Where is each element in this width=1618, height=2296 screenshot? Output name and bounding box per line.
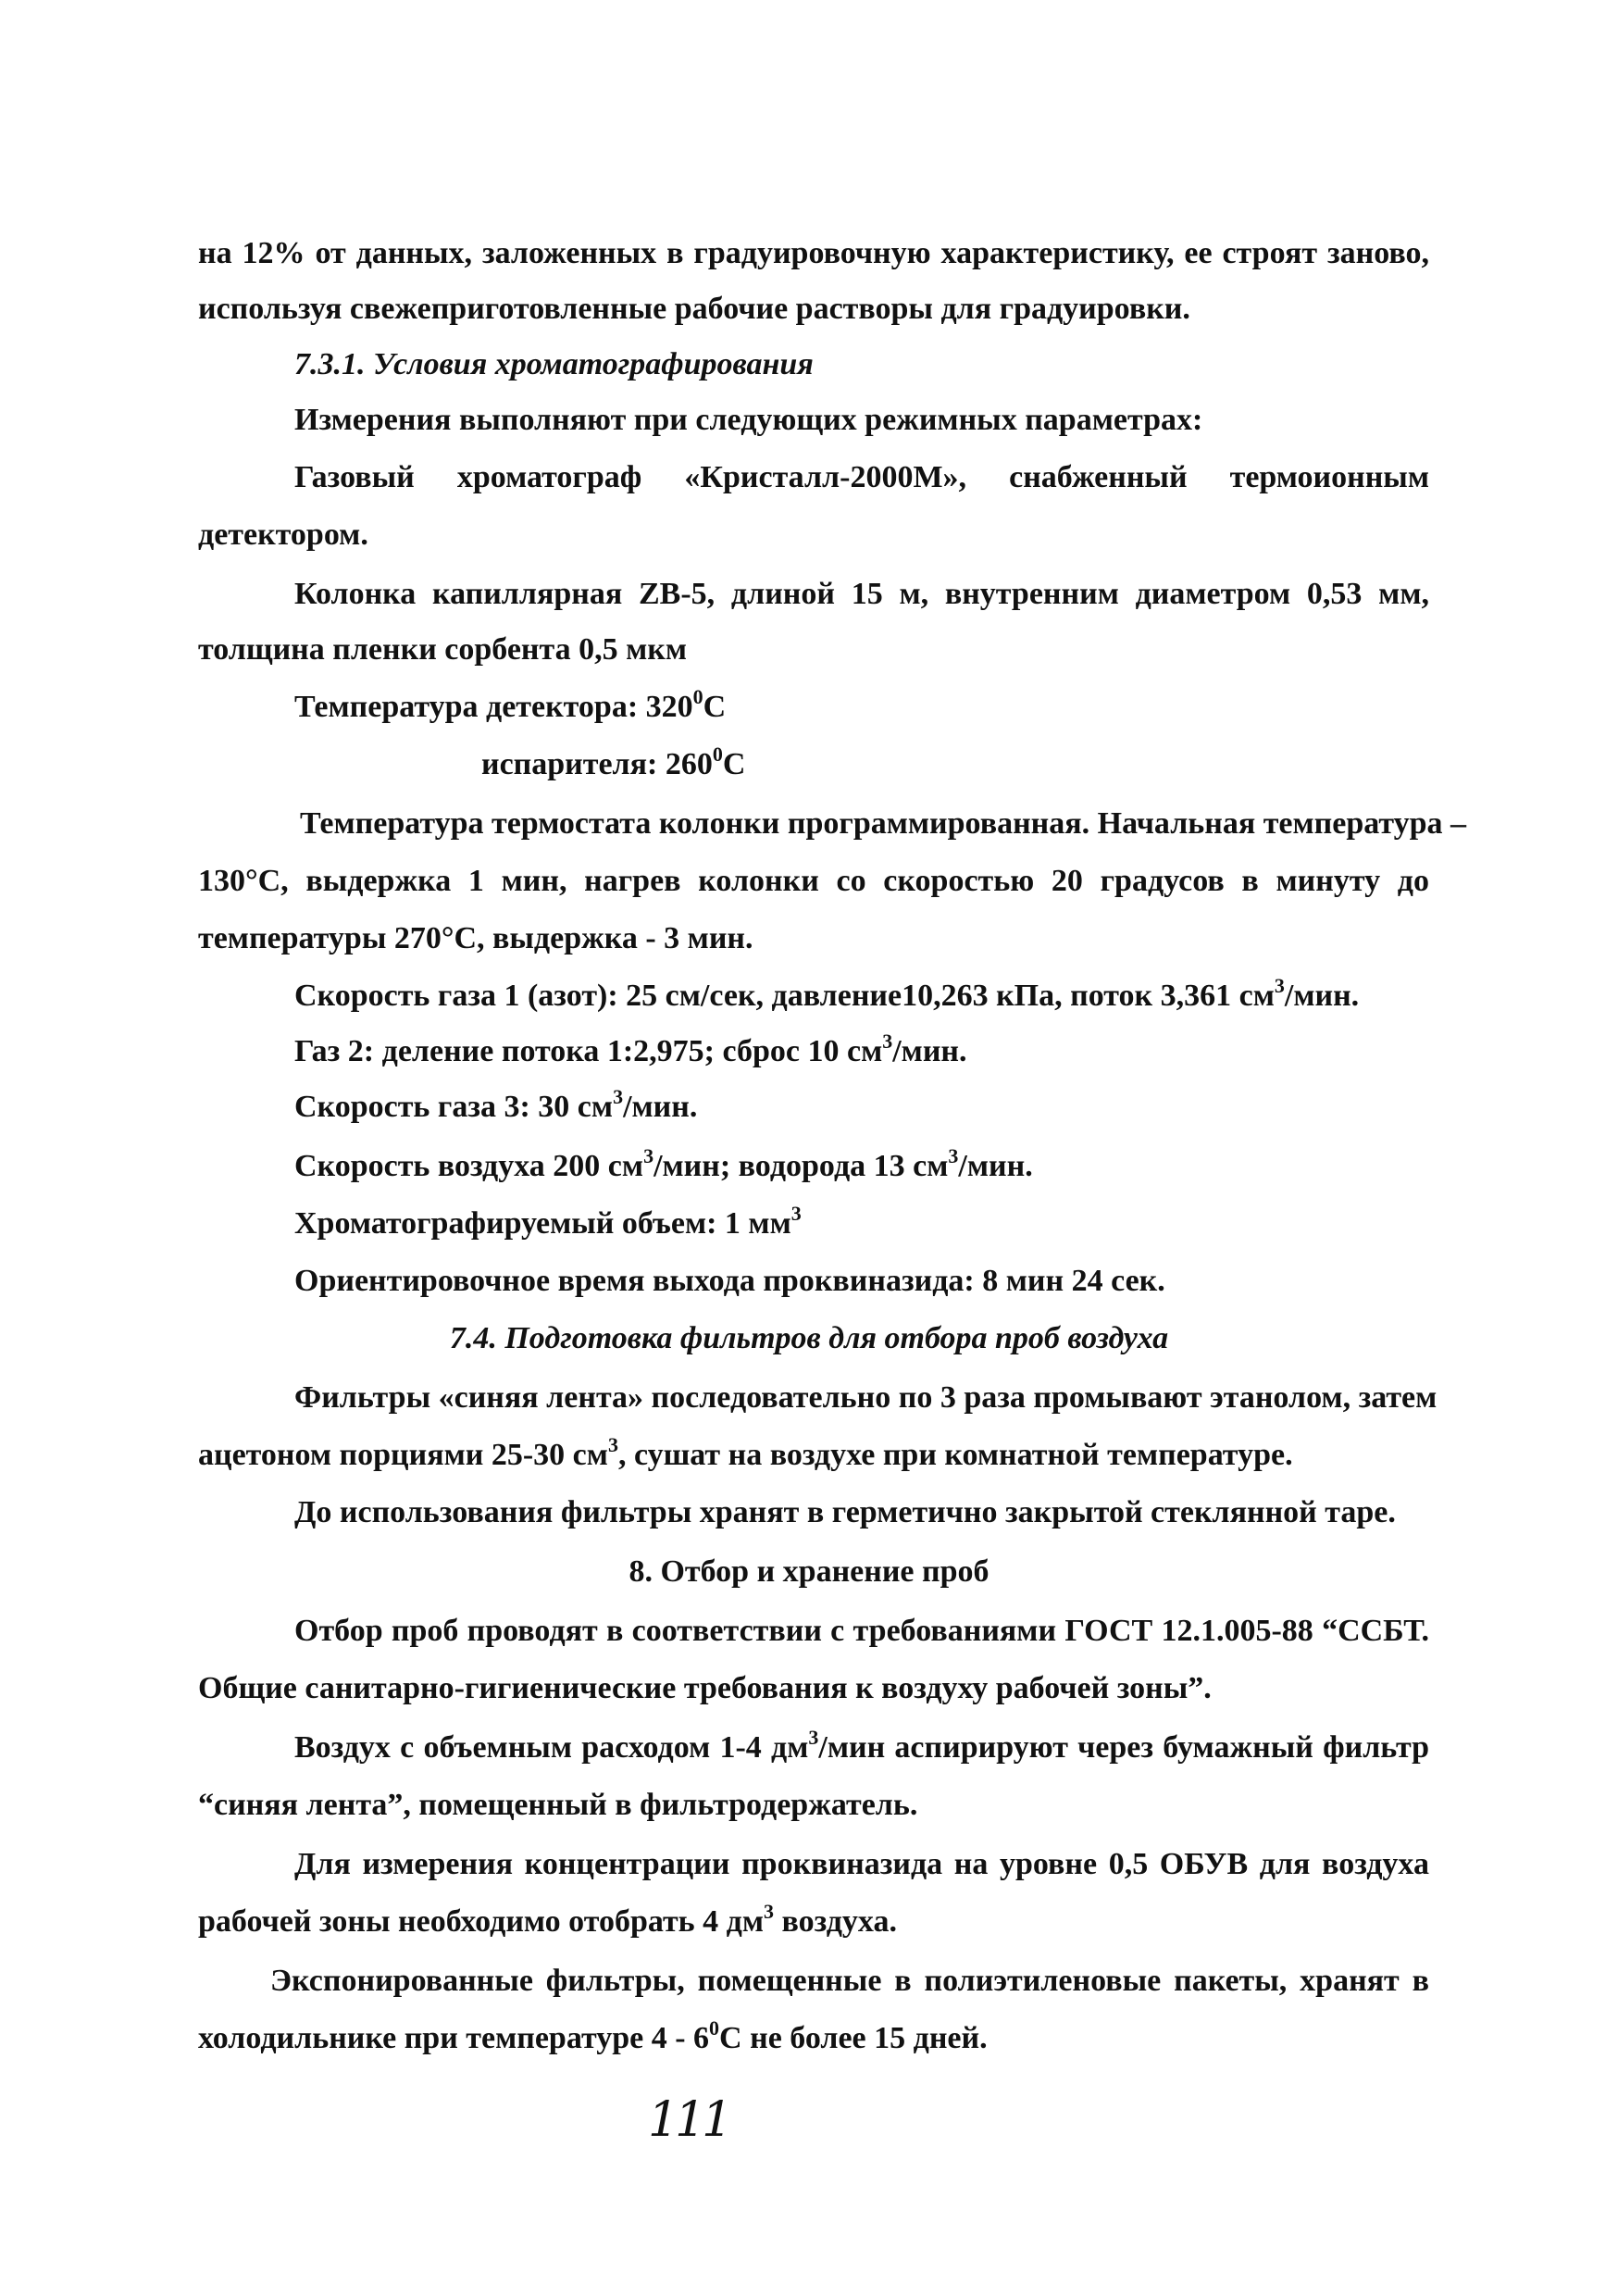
paragraph-line: Колонка капиллярная ZB-5, длиной 15 м, внутренним диаметром 0,53 мм,: [294, 577, 1429, 611]
paragraph-line: Ориентировочное время выхода проквиназида: 8 мин 24 сек.: [294, 1264, 1165, 1298]
paragraph-line: температуры 270°C, выдержка - 3 мин.: [198, 921, 753, 955]
paragraph-line: используя свежеприготовленные рабочие растворы для градуировки.: [198, 292, 1190, 326]
paragraph-line: Фильтры «синяя лента» последовательно по 3 раза промывают этанолом, затем: [294, 1380, 1438, 1415]
paragraph-line: толщина пленки сорбента 0,5 мкм: [198, 632, 688, 667]
paragraph-line: 130°C, выдержка 1 мин, нагрев колонки со скоростью 20 градусов в минуту до: [198, 864, 1429, 898]
paragraph-line: “синяя лента”, помещенный в фильтродержатель.: [198, 1788, 918, 1822]
section-heading: 8. Отбор и хранение проб: [629, 1554, 989, 1589]
paragraph-line: детектором.: [198, 518, 368, 552]
subsection-heading: 7.3.1. Условия хроматографирования: [294, 347, 814, 381]
page-number: 111: [648, 2092, 729, 2148]
paragraph-line: холодильнике при температуре $4 - 6^0C$ не более 15 дней.: [198, 2016, 988, 2055]
paragraph-line: Хроматографируемый объем: 1 $мм^3$: [294, 1202, 802, 1241]
paragraph-line: Воздух с объемным расходом 1-4 $дм^3$/мин аспирируют через бумажный фильтр: [294, 1726, 1429, 1765]
paragraph-line: Скорость газа 3: 30 $см^3$/мин.: [294, 1085, 698, 1124]
paragraph-line: ацетоном порциями 25-30 $см^3$, сушат на воздухе при комнатной температуре.: [198, 1433, 1293, 1472]
paragraph-line: Газ 2: деление потока 1:2,975; сброс 10 $см^3$/мин.: [294, 1029, 967, 1068]
paragraph-line: Температура детектора: $320^0C$: [294, 685, 727, 724]
paragraph-line: на 12% от данных, заложенных в градуировочную характеристику, ее строят заново,: [198, 236, 1429, 270]
paragraph-line: Общие санитарно-гигиенические требования к воздуху рабочей зоны”.: [198, 1671, 1212, 1705]
paragraph-line: Газовый хроматограф «Кристалл-2000М», снабженный термоионным: [294, 460, 1429, 494]
paragraph-line: Для измерения концентрации проквиназида на уровне 0,5 ОБУВ для воздуха: [294, 1847, 1429, 1881]
paragraph-line: испарителя: $260^0C$: [481, 742, 746, 781]
paragraph-line: Измерения выполняют при следующих режимных параметрах:: [294, 403, 1203, 437]
paragraph-line: Отбор проб проводят в соответствии с требованиями ГОСТ 12.1.005-88 “ССБТ.: [294, 1614, 1429, 1648]
paragraph-line: Экспонированные фильтры, помещенные в полиэтиленовые пакеты, хранят в: [270, 1964, 1429, 1998]
paragraph-line: рабочей зоны необходимо отобрать 4 $дм^3$ воздуха.: [198, 1900, 897, 1939]
paragraph-line: Скорость газа 1 (азот): 25 см/сек, давление10,263 кПа, поток 3,361 $см^3$/мин.: [294, 974, 1360, 1013]
section-heading: 7.4. Подготовка фильтров для отбора проб воздуха: [449, 1321, 1169, 1355]
paragraph-line: Скорость воздуха 200 $см^3$/мин; водорода 13 $см^3$/мин.: [294, 1144, 1033, 1183]
paragraph-line: Температура термостата колонки программированная. Начальная температура –: [300, 806, 1467, 841]
paragraph-line: До использования фильтры хранят в герметично закрытой стеклянной таре.: [294, 1495, 1396, 1529]
